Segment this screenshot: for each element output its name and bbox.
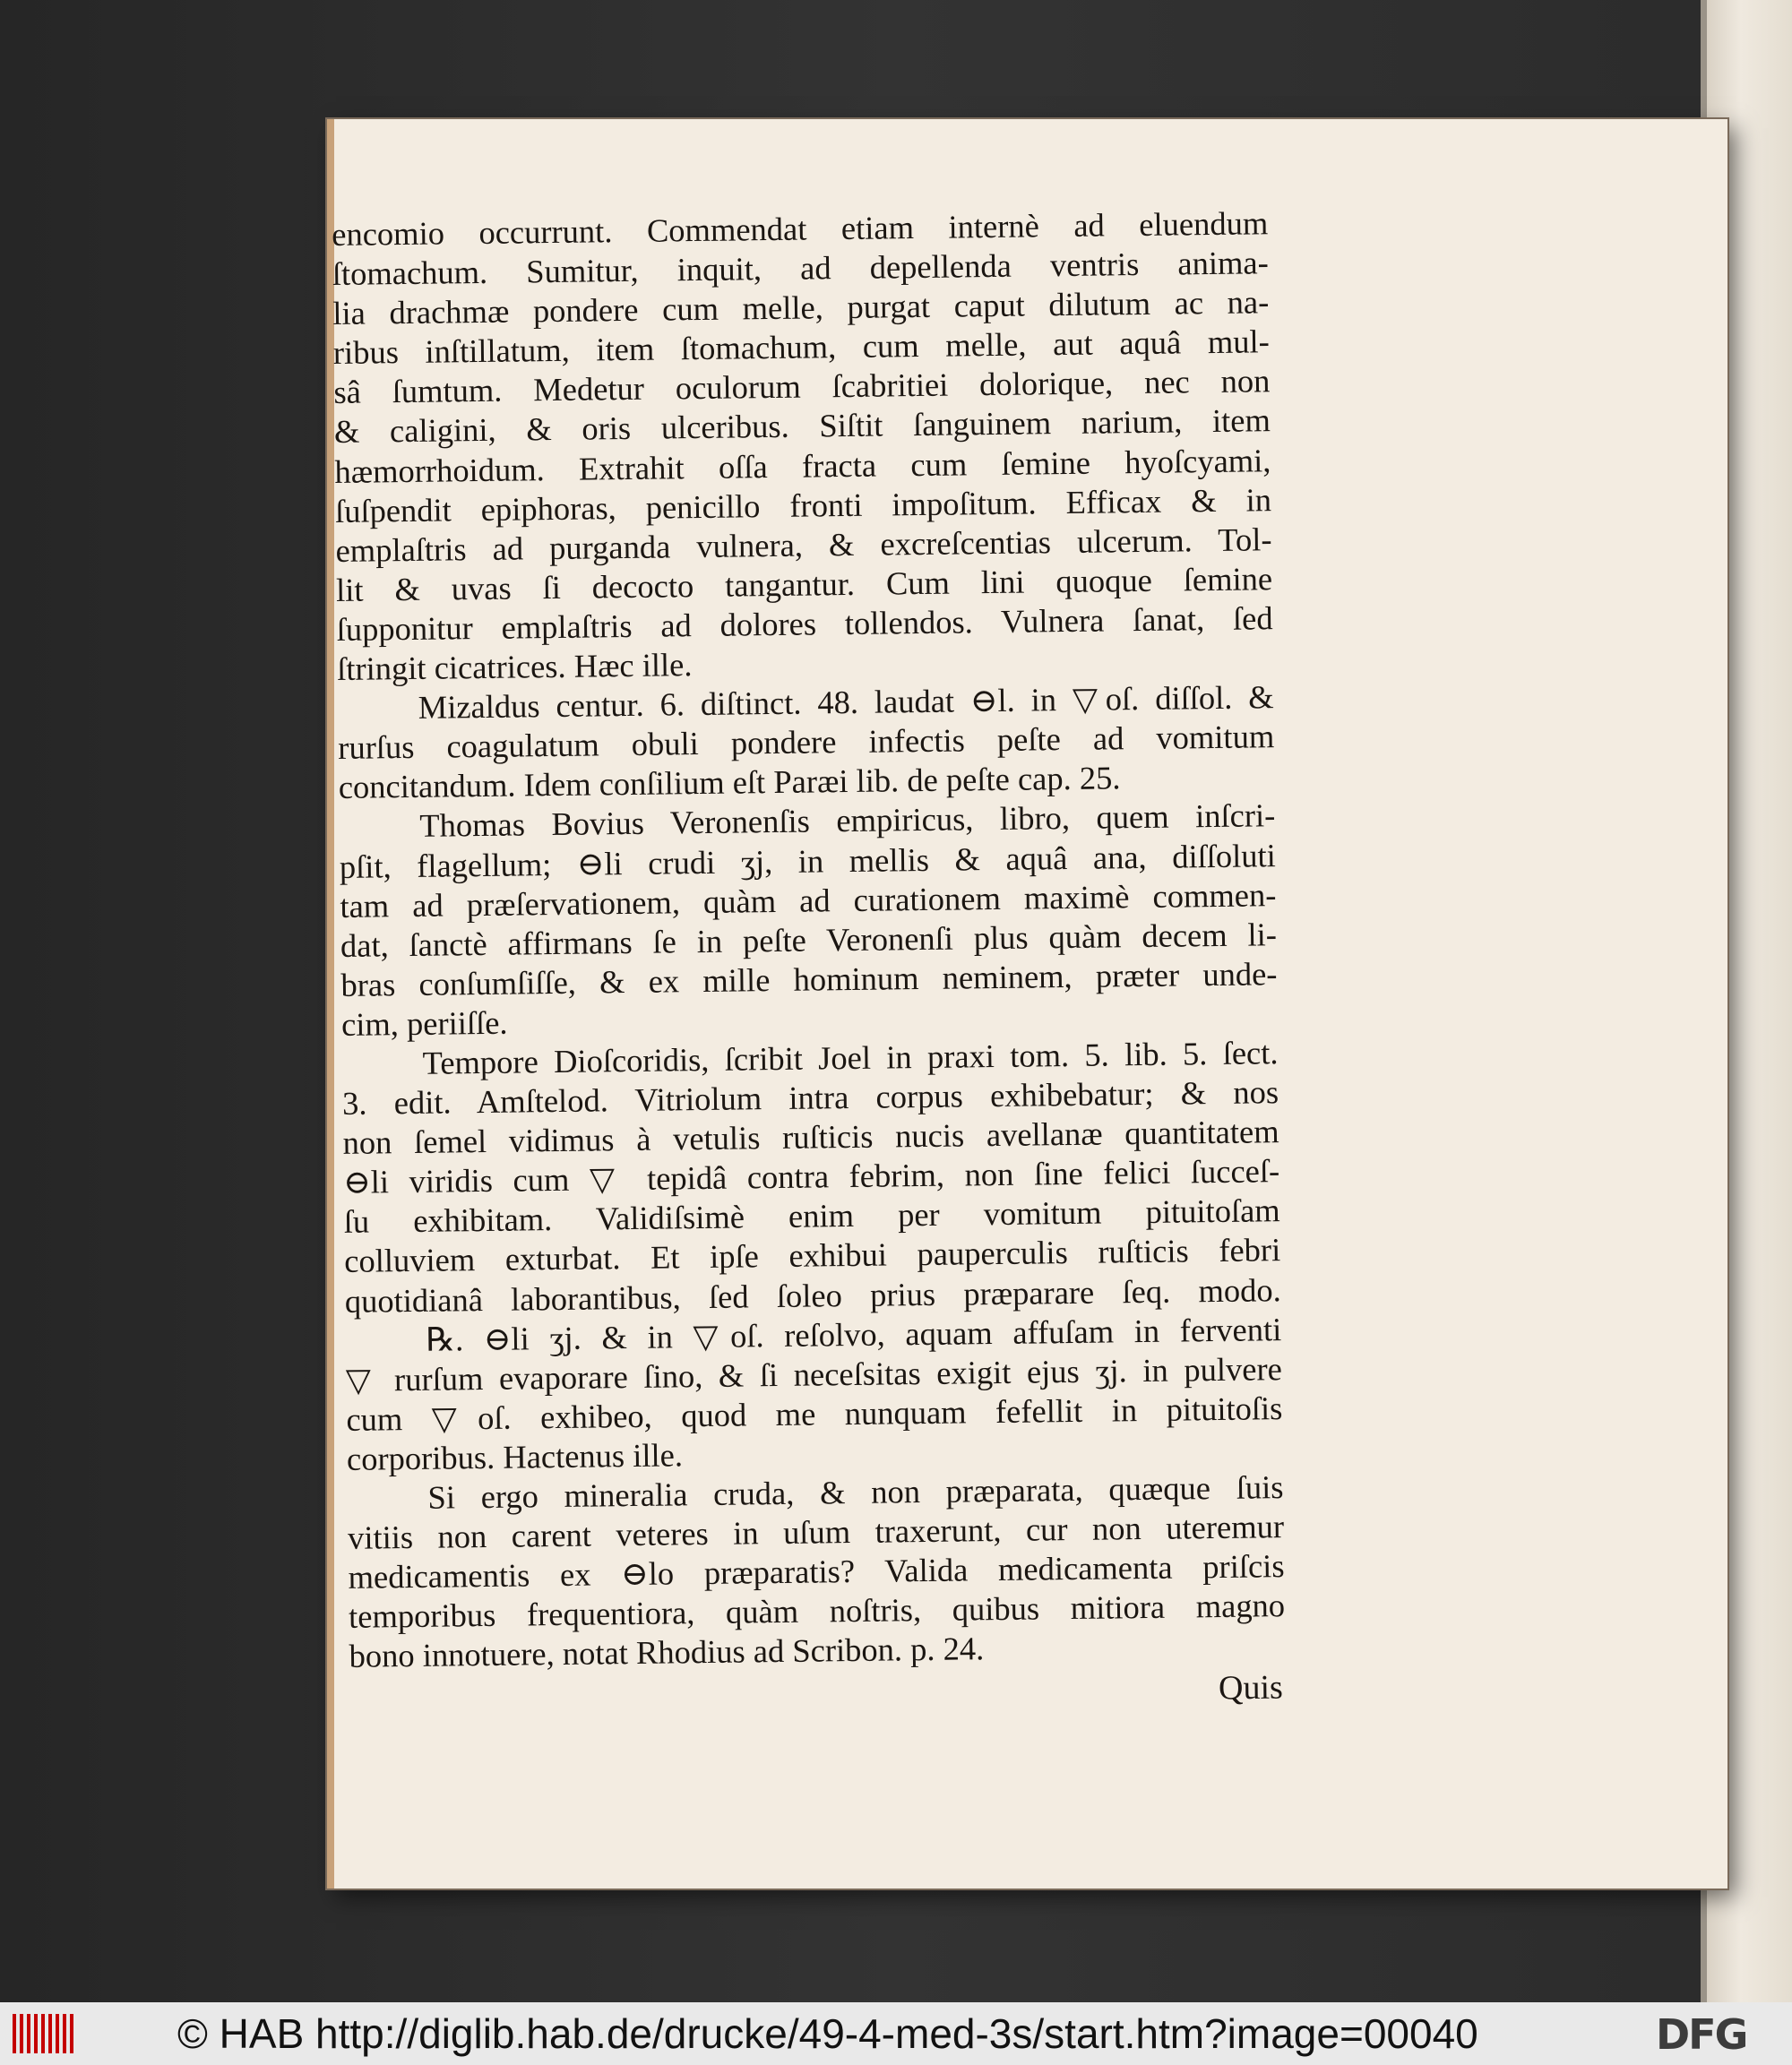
text-line: medicamentis ex ⊖lo præparatis? Valida medicamenta priſcis: [348, 1547, 1285, 1596]
text-line: temporibus frequentiora, quàm noſtris, quibus mitiora magno: [348, 1587, 1286, 1636]
text-line: lit & uvas ſi decocto tangantur. Cum lini quoque ſemine: [335, 560, 1273, 608]
text-line: encomio occurrunt. Commendat etiam internè ad eluendum: [332, 204, 1269, 253]
text-line: emplaſtris ad purganda vulnera, & excreſcentias ulcerum. Tol-: [335, 520, 1272, 569]
text-line: ſtringit cicatrices. Hæc ille.: [336, 646, 693, 687]
hab-logo-icon: [13, 2014, 75, 2053]
text-line: pſit, flagellum; ⊖li crudi ʒj, in mellis & aquâ ana, diſſoluti: [339, 836, 1277, 885]
text-line: sâ ſumtum. Medetur oculorum ſcabritiei dolorique, nec non: [333, 362, 1271, 411]
text-line: rurſus coagulatum obuli pondere infectis peſte ad vomitum: [338, 718, 1275, 767]
text-line: ſu exhibitam. Validiſsimè enim per vomitum pituitoſam: [343, 1192, 1280, 1241]
page-text: [332, 199, 1640, 1676]
footer-bar: [0, 2002, 1792, 2065]
text-line: corporibus. Hactenus ille.: [346, 1436, 684, 1477]
text-line: Tempore Dioſcoridis, ſcribit Joel in praxi tom. 5. lib. 5. ſect.: [422, 1034, 1279, 1081]
text-line: ⊖li viridis cum ▽ tepidâ contra febrim, non ſine felici ſucceſ-: [342, 1152, 1280, 1201]
text-line: ſuſpendit epiphoras, penicillo fronti impoſitum. Efficax & in: [334, 480, 1272, 529]
text-line: tam ad præſervationem, quàm ad curationem maximè commen-: [340, 875, 1277, 925]
text-line: hæmorrhoidum. Extrahit oſſa fracta cum ſemine hyoſcyami,: [334, 441, 1271, 490]
dfg-logo: DFG: [1656, 2010, 1747, 2059]
text-line: non ſemel vidimus à vetulis ruſticis nucis avellanæ quantitatem: [342, 1113, 1279, 1162]
text-line: bono innotuere, notat Rhodius ad Scribon. p. 24.: [349, 1630, 985, 1675]
text-line: colluviem exturbat. Et ipſe exhibui pauperculis ruſticis febri: [344, 1231, 1281, 1280]
text-line: quotidianâ laborantibus, ſed ſoleo prius præparare ſeq. modo.: [344, 1270, 1281, 1320]
text-line: Thomas Bovius Veronenſis empiricus, libro, quem inſcri-: [419, 796, 1276, 845]
text-line: ℞. ⊖li ʒj. & in ▽oſ. reſolvo, aquam affuſam in ferventi: [426, 1310, 1282, 1358]
text-line: lia drachmæ pondere cum melle, purgat caput dilutum ac na-: [332, 283, 1270, 332]
text-line: 3. edit. Amſtelod. Vitriolum intra corpus exhibebatur; & nos: [341, 1073, 1279, 1122]
text-line: Mizaldus centur. 6. diſtinct. 48. laudat ⊖l. in ▽oſ. diſſol. &: [418, 678, 1274, 726]
text-line: vitiis non carent veteres in uſum traxerunt, cur non uteremur: [347, 1508, 1285, 1556]
text-line: Si ergo mineralia cruda, & non præparata, quæque ſuis: [427, 1468, 1284, 1516]
text-line: ſtomachum. Sumitur, inquit, ad depellenda ventris anima-: [332, 244, 1269, 293]
text-line: bras conſumſiſſe, & ex mille hominum neminem, præter unde-: [340, 954, 1278, 1003]
text-line: & caligini, & oris ulceribus. Siſtit ſanguinem narium, item: [333, 401, 1271, 451]
text-line: ſupponitur emplaſtris ad dolores tollendos. Vulnera ſanat, ſed: [336, 599, 1273, 648]
text-line: ▽ rurſum evaporare ſino, & ſi neceſsitas exigit ejus ʒj. in pulvere: [345, 1349, 1283, 1398]
catchword: Quis: [1218, 1668, 1284, 1708]
copyright-link[interactable]: © HAB http://diglib.hab.de/drucke/49-4-med-3s/start.htm?image=00040: [177, 2010, 1478, 2057]
text-line: ribus inſtillatum, item ſtomachum, cum melle, aut aquâ mul-: [332, 323, 1271, 372]
text-line: cum ▽oſ. exhibeo, quod me nunquam fefellit in pituitoſis: [346, 1389, 1283, 1438]
text-line: cim, periiſſe.: [340, 1003, 508, 1043]
text-line: dat, ſanctè affirmans ſe in peſte Veronenſi plus quàm decem li-: [340, 915, 1278, 964]
text-line: concitandum. Idem conſilium eſt Paræi lib. de peſte cap. 25.: [338, 759, 1121, 806]
